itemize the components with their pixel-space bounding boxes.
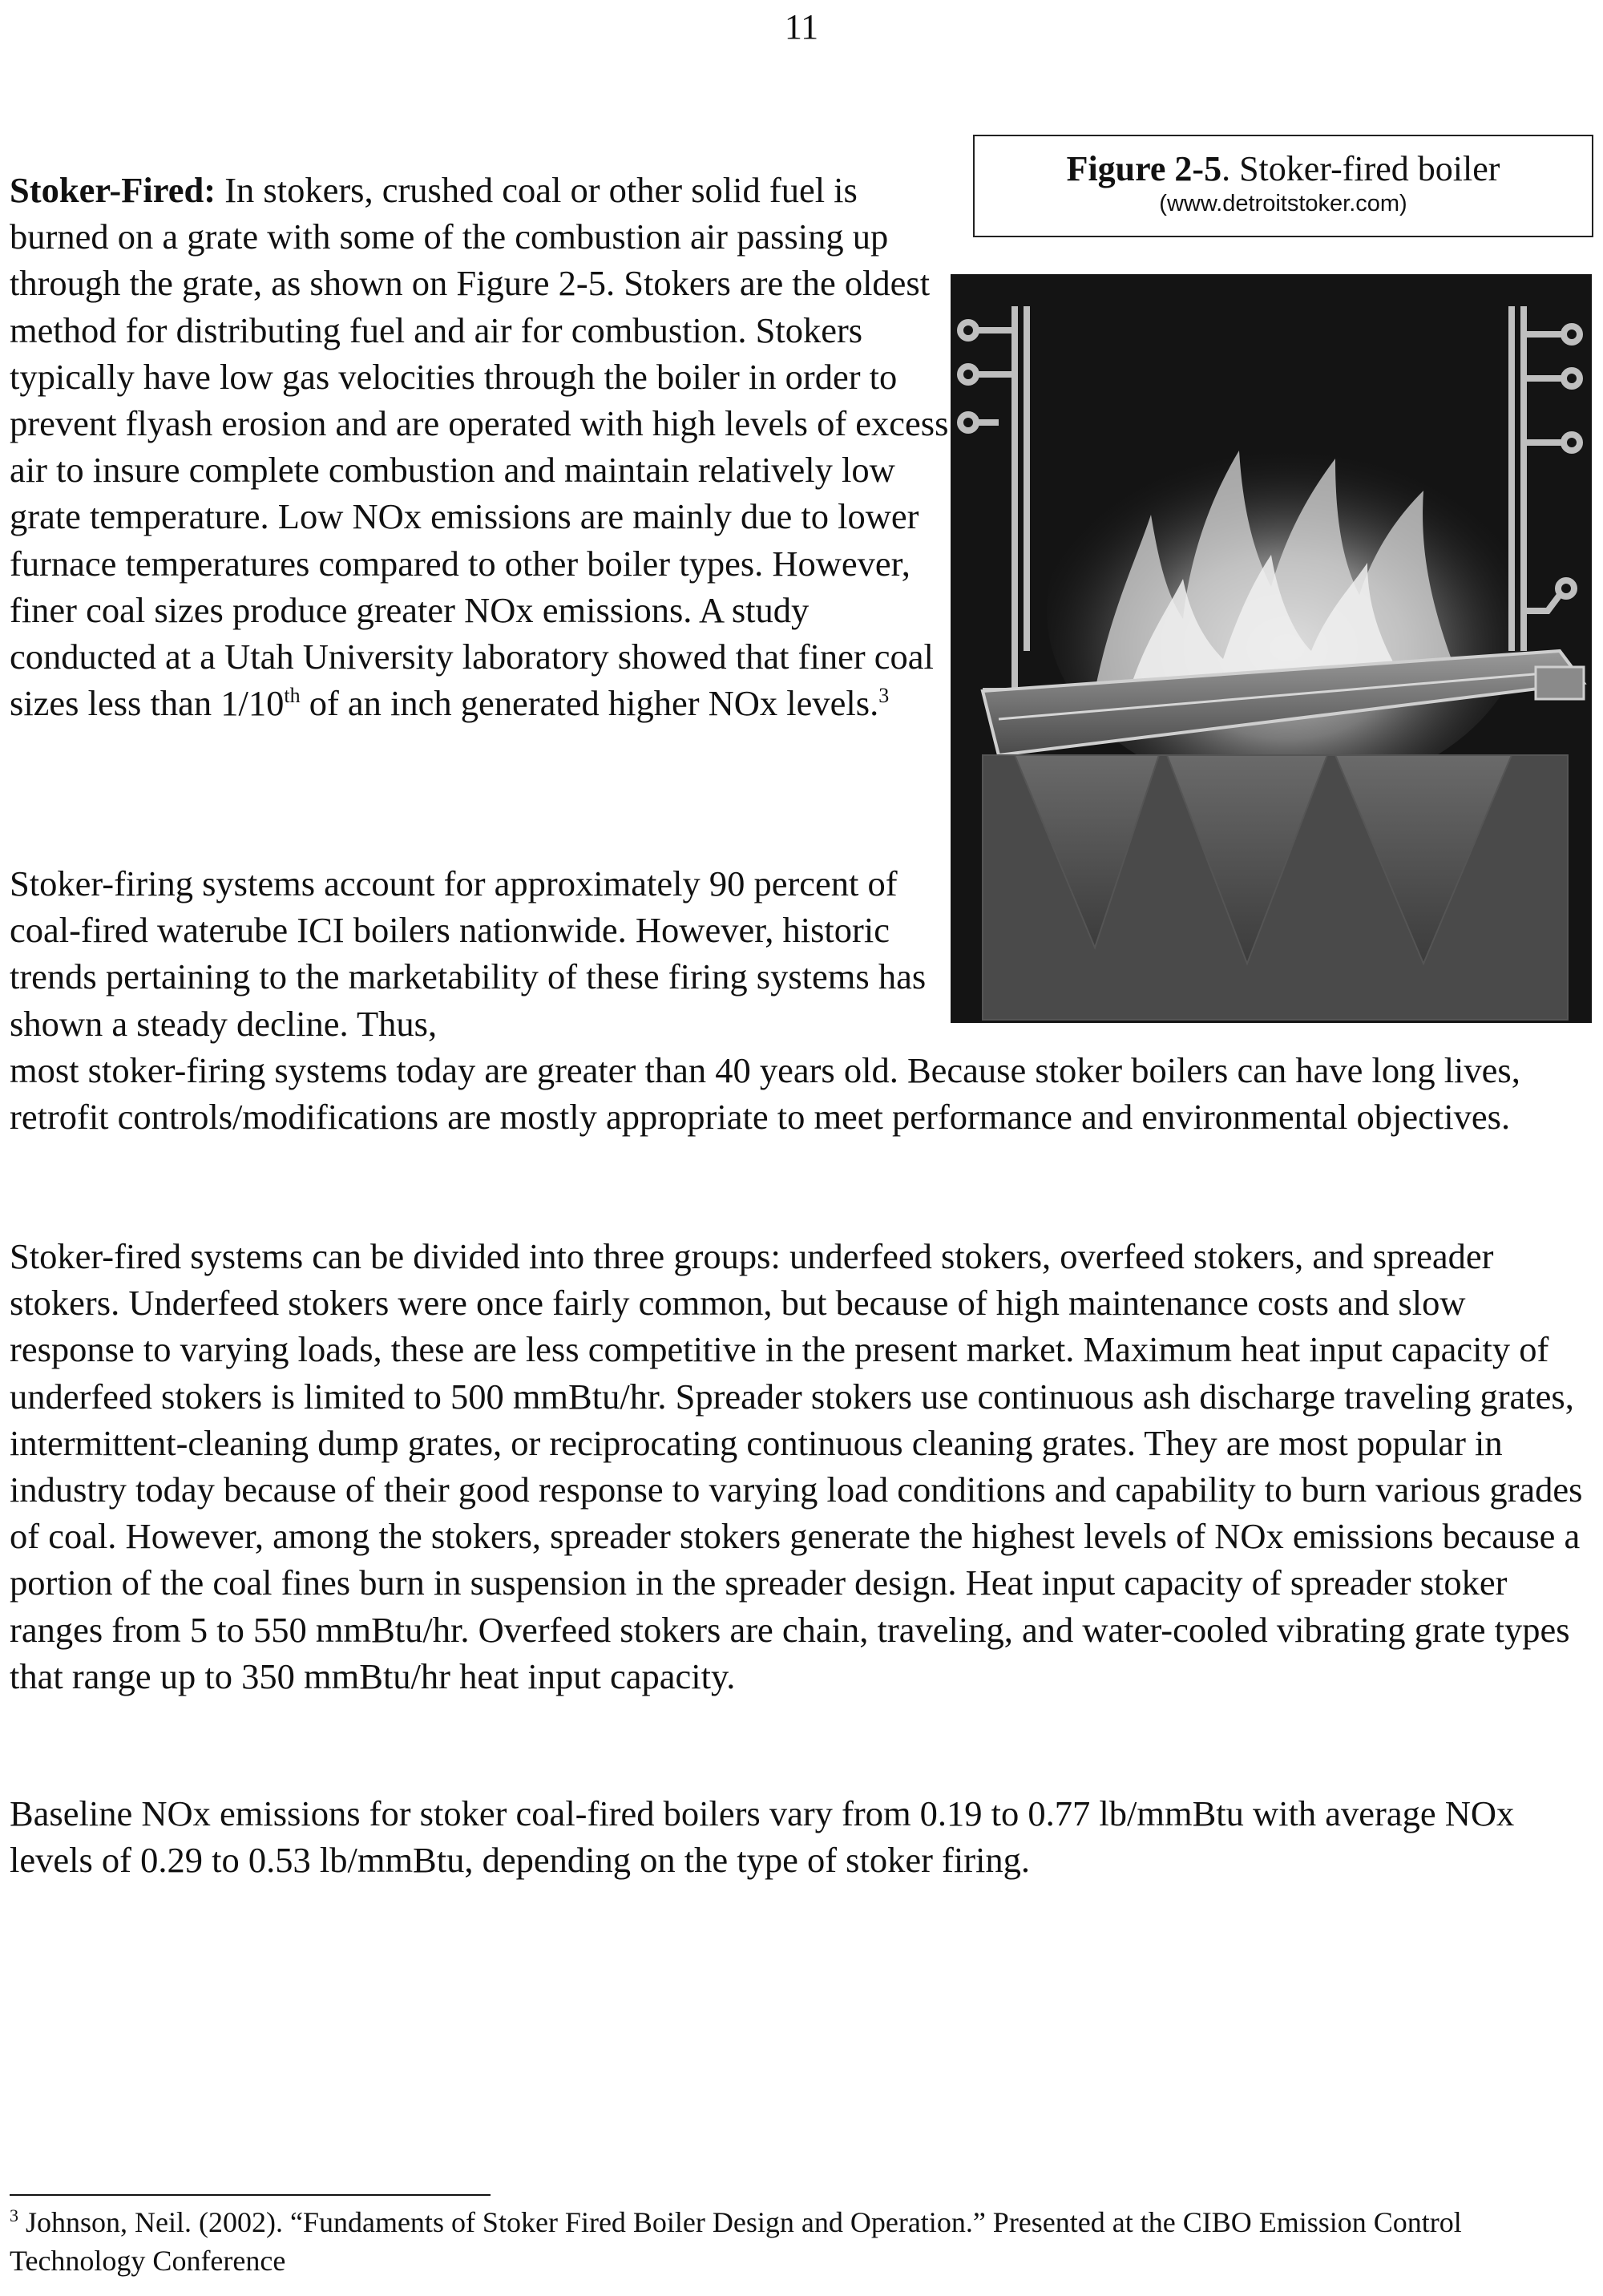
paragraph-text: of an inch generated higher NOx levels. [300, 683, 879, 724]
paragraph-text: In stokers, crushed coal or other solid fuel is burned on a grate with some of the combustion air passing up through the grate, as shown on Figure 2-5. Stokers are the oldest method for distributing fuel and air for combustion. Stokers typically have low gas velocities through the boiler in order to prevent flyash erosion and are operated with high levels of excess air to insure complete combustion and maintain relatively low grate temperature. Low NOx emissions are mainly due to lower furnace temperatures compared to other boiler types. However, finer coal sizes produce greater NOx emissions. A study conducted at a Utah University laboratory showed that finer coal sizes less than 1/10 [10, 170, 949, 724]
footnote-text: Johnson, Neil. (2002). “Fundaments of Stoker Fired Boiler Design and Operation.” Presented at the CIBO Emission Control Technology Conference [10, 2206, 1462, 2277]
footnote-reference[interactable]: 3 [878, 684, 890, 708]
ash-hopper-icon [983, 755, 1568, 1020]
footnote [10, 2203, 1581, 2280]
stoker-boiler-drawing [951, 274, 1592, 1023]
footnote-number: 3 [10, 2205, 18, 2225]
figure-title [975, 149, 1592, 189]
figure-title-text: . Stoker-fired boiler [1221, 149, 1500, 188]
figure-caption-box [973, 135, 1593, 237]
ordinal-superscript: th [284, 684, 301, 708]
paragraph-stoker-fired [10, 167, 955, 726]
footnote-rule [10, 2194, 491, 2196]
paragraph-stoker-systems-bottom: most stoker-firing systems today are greater than 40 years old. Because stoker boilers can have long lives, retrofit controls/modifications are mostly appropriate to meet performance and environmental objectives. [10, 1050, 1520, 1138]
figure-label: Figure 2-5 [1066, 149, 1222, 188]
page-number: 11 [784, 7, 819, 46]
paragraph-stoker-systems-top: Stoker-firing systems account for approximately 90 percent of coal-fired waterube ICI boilers nationwide. However, historic trends pertaining to the marketability of these firing systems has shown a steady decline. Thus, [10, 863, 927, 1044]
stoker-boiler-illustration-icon [951, 274, 1592, 1023]
run-in-heading: Stoker-Fired: [10, 170, 216, 210]
figure-source: (www.detroitstoker.com) [1159, 191, 1407, 216]
paragraph-baseline-nox: Baseline NOx emissions for stoker coal-fired boilers vary from 0.19 to 0.77 lb/mmBtu with average NOx levels of 0.29 to 0.53 lb/mmBtu, depending on the type of stoker firing. [10, 1793, 1515, 1881]
paragraph-stoker-groups: Stoker-fired systems can be divided into three groups: underfeed stokers, overfeed stokers, and spreader stokers. Underfeed stokers were once fairly common, but because of high maintenance costs and slow response to varying loads, these are less competitive in the present market. Maximum heat input capacity of underfeed stokers is limited to 500 mmBtu/hr. Spreader stokers use continuous ash discharge traveling grates, intermittent-cleaning dump grates, or reciprocating continuous cleaning grates. They are most popular in industry today because of their good response to varying load conditions and capability to burn various grades of coal. However, among the stokers, spreader stokers generate the highest levels of NOx emissions because a portion of the coal fines burn in suspension in the spreader design. Heat input capacity of spreader stoker ranges from 5 to 550 mmBtu/hr. Overfeed stokers are chain, traveling, and water-cooled vibrating grate types that range up to 350 mmBtu/hr heat input capacity. [10, 1236, 1583, 1696]
